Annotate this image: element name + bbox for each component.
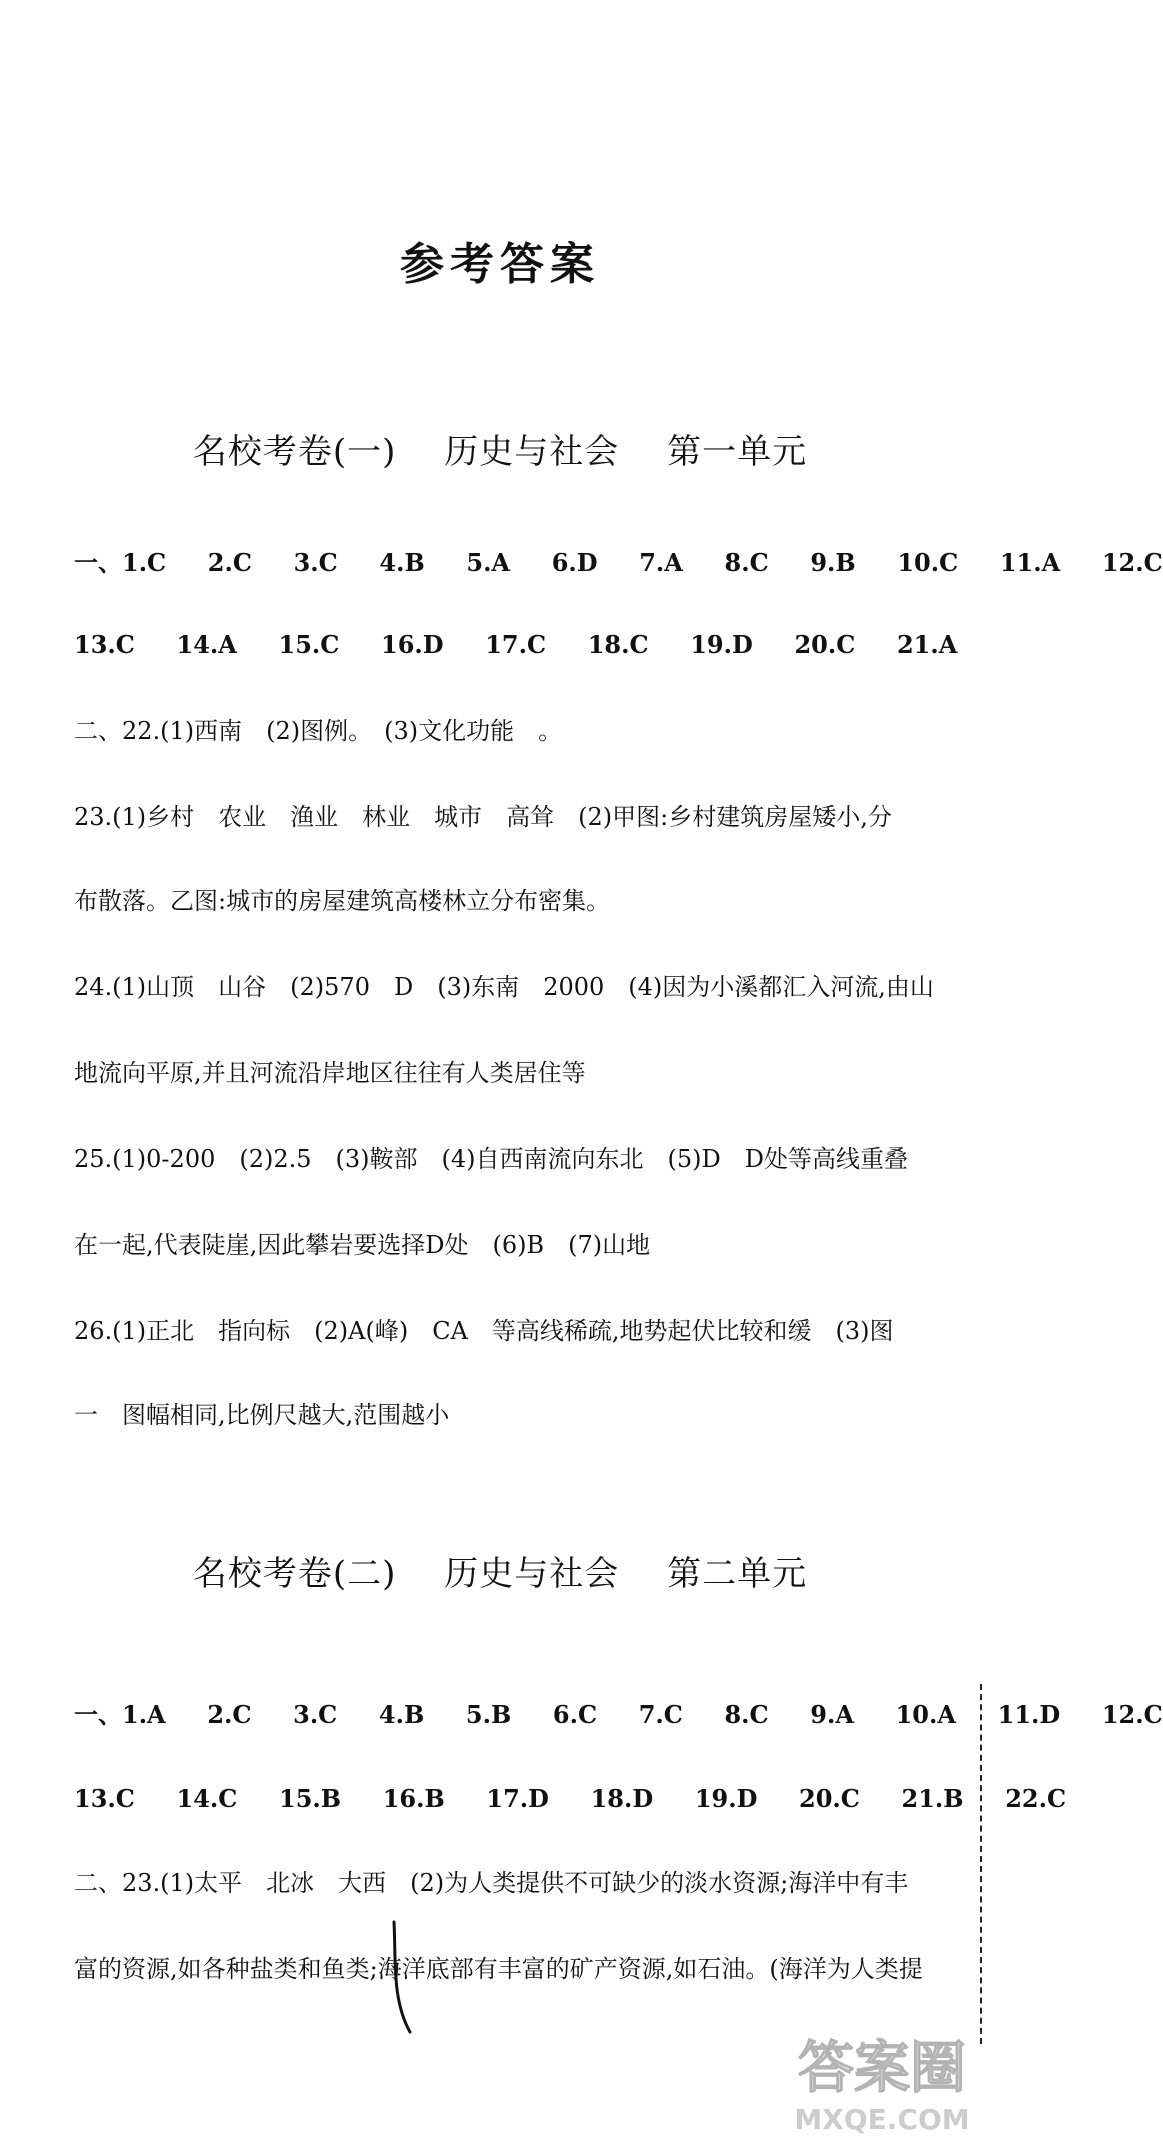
watermark-logo	[772, 2023, 992, 2141]
mcq-answer: 22.C	[1005, 1784, 1067, 1813]
section-heading-1	[0, 424, 1000, 473]
mcq-answer: 11.D	[997, 1700, 1061, 1729]
mcq-answer: 6.C	[552, 1700, 598, 1729]
section-heading-1-unit: 第一单元	[667, 432, 808, 472]
section-heading-2-exam: 名校考卷(二)	[192, 1554, 397, 1594]
mcq-answer: 16.B	[382, 1784, 445, 1813]
answer-line: 布散落。乙图:城市的房屋建筑高楼林立分布密集。	[74, 887, 611, 915]
answer-line: 二、22.(1)西南 (2)图例。 (3)文化功能 。	[74, 717, 563, 745]
section-heading-1-exam: 名校考卷(一)	[192, 432, 397, 472]
mcq-answer: 21.B	[901, 1784, 964, 1813]
mcq-answer: 15.C	[278, 630, 340, 659]
mcq-answer: 7.A	[639, 548, 683, 577]
mcq-answer: 16.D	[381, 630, 444, 659]
mcq-answer: 一、1.A	[74, 1700, 166, 1729]
mcq-answer: 19.D	[694, 1784, 758, 1813]
mcq-answer: 8.C	[724, 1700, 769, 1729]
answer-line: 在一起,代表陡崖,因此攀岩要选择D处 (6)B (7)山地	[74, 1231, 651, 1259]
mcq-answer: 一、1.C	[74, 548, 167, 577]
section-1-mcq-line-2	[74, 628, 964, 662]
mcq-answer: 17.C	[485, 630, 547, 659]
answer-line: 24.(1)山顶 山谷 (2)570 D (3)东南 2000 (4)因为小溪都汇入河流,由山	[74, 973, 934, 1001]
mcq-answer: 6.D	[551, 548, 598, 577]
binding-dash-line	[978, 1684, 982, 2044]
mcq-answer: 5.A	[466, 548, 511, 577]
pen-stroke-mark	[388, 1920, 418, 2035]
section-heading-2	[0, 1546, 1000, 1595]
watermark-url-text: MXQE.COM	[794, 2103, 970, 2136]
answer-line: 地流向平原,并且河流沿岸地区往往有人类居住等	[74, 1059, 586, 1087]
mcq-answer: 9.B	[810, 548, 856, 577]
mcq-answer: 20.C	[799, 1784, 860, 1813]
mcq-answer: 13.C	[74, 630, 135, 659]
mcq-answer: 21.A	[896, 630, 958, 659]
mcq-answer: 18.C	[587, 630, 649, 659]
mcq-answer: 3.C	[293, 548, 338, 577]
section-heading-1-subject: 历史与社会	[444, 432, 620, 472]
mcq-answer: 14.C	[176, 1784, 238, 1813]
mcq-answer: 4.B	[379, 548, 425, 577]
mcq-answer: 15.B	[279, 1784, 342, 1813]
mcq-answer: 10.C	[897, 548, 959, 577]
section-heading-2-subject: 历史与社会	[444, 1554, 620, 1594]
mcq-answer: 2.C	[207, 548, 252, 577]
mcq-answer: 17.D	[486, 1784, 549, 1813]
mcq-answer: 8.C	[724, 548, 769, 577]
mcq-answer: 11.A	[999, 548, 1061, 577]
mcq-answer: 2.C	[207, 1700, 252, 1729]
answer-line: 23.(1)乡村 农业 渔业 林业 城市 高耸 (2)甲图:乡村建筑房屋矮小,分	[74, 803, 892, 831]
section-2-mcq-line-2	[74, 1782, 1067, 1816]
answer-line: 二、23.(1)太平 北冰 大西 (2)为人类提供不可缺少的淡水资源;海洋中有丰	[74, 1869, 909, 1897]
mcq-answer: 4.B	[378, 1700, 425, 1729]
answer-line: 一 图幅相同,比例尺越大,范围越小	[74, 1401, 450, 1429]
mcq-answer: 13.C	[74, 1784, 135, 1813]
answer-line: 富的资源,如各种盐类和鱼类;海洋底部有丰富的矿产资源,如石油。(海洋为人类提	[74, 1955, 923, 1983]
mcq-answer: 18.D	[590, 1784, 654, 1813]
mcq-answer: 19.D	[690, 630, 753, 659]
section-2-mcq-line-1	[74, 1698, 1163, 1732]
answer-line: 26.(1)正北 指向标 (2)A(峰) CA 等高线稀疏,地势起伏比较和缓 (3)图	[74, 1317, 894, 1345]
section-1-mcq-line-1	[74, 546, 1163, 580]
page-title: 参考答案	[400, 239, 600, 290]
mcq-answer: 12.C	[1101, 1700, 1163, 1729]
mcq-answer: 20.C	[794, 630, 856, 659]
mcq-answer: 9.A	[810, 1700, 854, 1729]
mcq-answer: 12.C	[1101, 548, 1163, 577]
mcq-answer: 7.C	[638, 1700, 683, 1729]
section-heading-2-unit: 第二单元	[667, 1554, 808, 1594]
mcq-answer: 3.C	[293, 1700, 338, 1729]
watermark-main-text: 答案圈	[798, 2036, 966, 2101]
mcq-answer: 10.A	[895, 1700, 956, 1729]
mcq-answer: 14.A	[176, 630, 237, 659]
mcq-answer: 5.B	[465, 1700, 512, 1729]
answer-line: 25.(1)0-200 (2)2.5 (3)鞍部 (4)自西南流向东北 (5)D D处等高线重叠	[74, 1145, 908, 1173]
